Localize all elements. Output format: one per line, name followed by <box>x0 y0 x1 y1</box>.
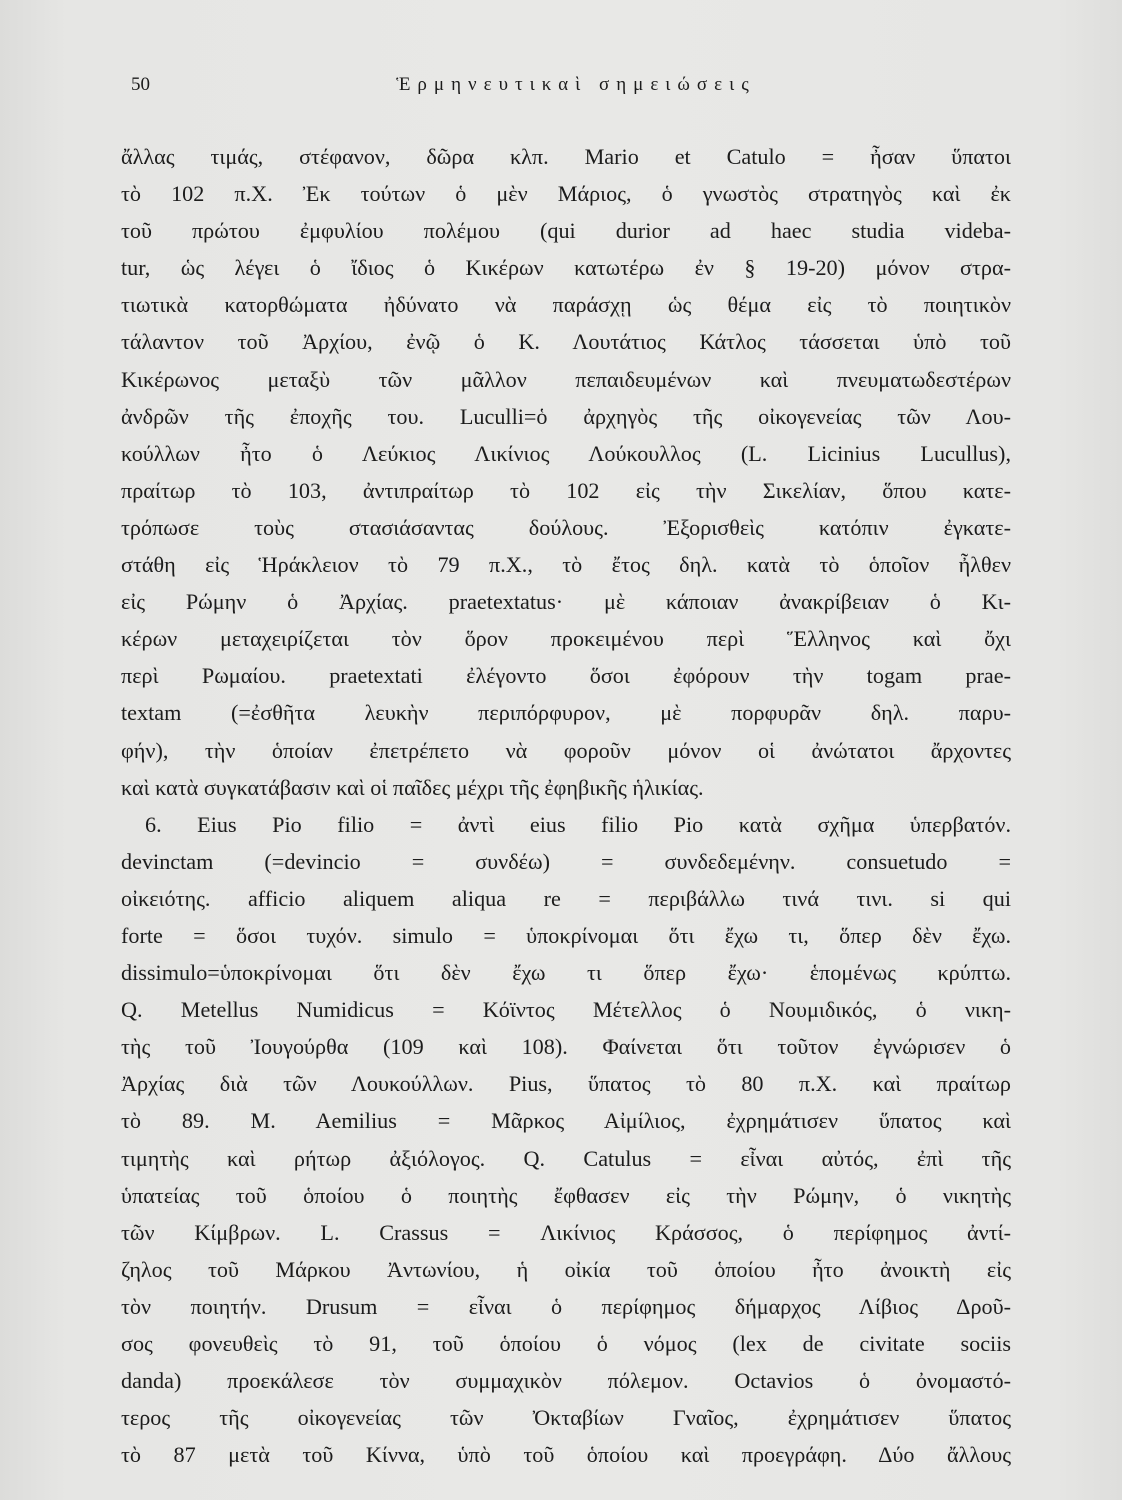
running-title: Ἑρμηνευτικαὶ σημειώσεις <box>396 74 756 95</box>
text-line: εἰς Ρώμην ὁ Ἀρχίας. praetextatus· μὲ κάποιαν ἀνακρίβειαν ὁ Κι- <box>121 589 1011 615</box>
text-line: ἄλλας τιμάς, στέφανον, δῶρα κλπ. Mario et Catulo = ἦσαν ὕπατοι <box>121 144 1011 169</box>
text-line: τῶν Κίμβρων. L. Crassus = Λικίνιος Κράσσος, ὁ περίφημος ἀντί- <box>121 1219 1011 1245</box>
text-line: τιμητὴς καὶ ρήτωρ ἀξιόλογος. Q. Catulus = εἶναι αὐτός, ἐπὶ τῆς <box>121 1145 1011 1171</box>
text-line: περὶ Ρωμαίου. praetextati ἐλέγοντο ὅσοι ἐφόρουν τὴν togam prae- <box>121 663 1011 689</box>
text-line: forte = ὅσοι τυχόν. simulo = ὑποκρίνομαι ὅτι ἔχω τι, ὅπερ δὲν ἔχω. <box>121 922 1011 948</box>
body-text <box>121 138 1011 1473</box>
text-line: τὸ 87 μετὰ τοῦ Κίννα, ὑπὸ τοῦ ὁποίου καὶ προεγράφη. Δύο ἄλλους <box>121 1442 1011 1468</box>
text-line: 6. Eius Pio filio = ἀντὶ eius filio Pio κατὰ σχῆμα ὑπερβατόν. <box>145 811 1011 837</box>
text-line: κέρων μεταχειρίζεται τὸν ὅρον προκειμένου περὶ Ἕλληνος καὶ ὄχι <box>121 626 1011 652</box>
text-line: Q. Metellus Numidicus = Κόϊντος Μέτελλος ὁ Νουμιδικός, ὁ νικη- <box>121 997 1011 1023</box>
text-line: φήν), τὴν ὁποίαν ἐπετρέπετο νὰ φοροῦν μόνον οἱ ἀνώτατοι ἄρχοντες <box>121 737 1011 763</box>
text-line: κούλλων ἦτο ὁ Λεύκιος Λικίνιος Λούκουλλος (L. Licinius Lucullus), <box>121 440 1011 466</box>
text-line: devinctam (=devincio = συνδέω) = συνδεδεμένην. consuetudo = <box>121 848 1011 874</box>
text-line: Ἀρχίας διὰ τῶν Λουκούλλων. Pius, ὕπατος τὸ 80 π.Χ. καὶ πραίτωρ <box>121 1071 1011 1097</box>
text-line: tur, ὡς λέγει ὁ ἴδιος ὁ Κικέρων κατωτέρω ἐν § 19-20) μόνον στρα- <box>121 255 1011 281</box>
text-line: σος φονευθεὶς τὸ 91, τοῦ ὁποίου ὁ νόμος (lex de civitate sociis <box>121 1331 1011 1356</box>
text-line: ὑπατείας τοῦ ὁποίου ὁ ποιητὴς ἔφθασεν εἰς τὴν Ρώμην, ὁ νικητὴς <box>121 1182 1011 1208</box>
text-line: οἰκειότης. afficio aliquem aliqua re = περιβάλλω τινά τινι. si qui <box>121 885 1011 911</box>
text-line: textam (=ἐσθῆτα λευκὴν περιπόρφυρον, μὲ πορφυρᾶν δηλ. παρυ- <box>121 700 1011 726</box>
text-line: ἀνδρῶν τῆς ἐποχῆς του. Luculli=ὁ ἀρχηγὸς τῆς οἰκογενείας τῶν Λου- <box>121 403 1011 429</box>
text-line: καὶ κατὰ συγκατάβασιν καὶ οἱ παῖδες μέχρι τῆς ἐφηβικῆς ἡλικίας. <box>121 774 704 800</box>
paragraph-1 <box>121 138 1011 806</box>
text-line: πραίτωρ τὸ 103, ἀντιπραίτωρ τὸ 102 εἰς τὴν Σικελίαν, ὅπου κατε- <box>121 477 1011 503</box>
text-line: τὸν ποιητήν. Drusum = εἶναι ὁ περίφημος δήμαρχος Λίβιος Δροῦ- <box>121 1293 1011 1319</box>
text-line: τερος τῆς οἰκογενείας τῶν Ὀκταβίων Γναῖος, ἐχρημάτισεν ὕπατος <box>121 1405 1011 1431</box>
text-line: τὸ 102 π.Χ. Ἐκ τούτων ὁ μὲν Μάριος, ὁ γνωστὸς στρατηγὸς καὶ ἐκ <box>121 181 1011 207</box>
text-line: danda) προεκάλεσε τὸν συμμαχικὸν πόλεμον. Octavios ὁ ὀνομαστό- <box>121 1368 1011 1394</box>
text-line: στάθη εἰς Ἡράκλειον τὸ 79 π.Χ., τὸ ἔτος δηλ. κατὰ τὸ ὁποῖον ἦλθεν <box>121 552 1011 578</box>
text-line: ζηλος τοῦ Μάρκου Ἀντωνίου, ἡ οἰκία τοῦ ὁποίου ἦτο ἀνοικτὴ εἰς <box>121 1256 1011 1282</box>
text-line: τάλαντον τοῦ Ἀρχίου, ἐνῷ ὁ Κ. Λουτάτιος Κάτλος τάσσεται ὑπὸ τοῦ <box>121 329 1011 355</box>
text-line: dissimulo=ὑποκρίνομαι ὅτι δὲν ἔχω τι ὅπερ ἔχω· ἑπομένως κρύπτω. <box>121 960 1011 986</box>
text-line: τιωτικὰ κατορθώματα ἠδύνατο νὰ παράσχῃ ὡς θέμα εἰς τὸ ποιητικὸν <box>121 292 1011 318</box>
text-line: τοῦ πρώτου ἐμφυλίου πολέμου (qui durior ad haec studia videba- <box>121 218 1011 244</box>
text-line: τὸ 89. M. Aemilius = Μᾶρκος Αἰμίλιος, ἐχρημάτισεν ὕπατος καὶ <box>121 1108 1011 1134</box>
text-line: τὴς τοῦ Ἰουγούρθα (109 καὶ 108). Φαίνεται ὅτι τοῦτον ἐγνώρισεν ὁ <box>121 1034 1011 1060</box>
paragraph-2 <box>121 806 1011 1474</box>
text-line: Κικέρωνος μεταξὺ τῶν μᾶλλον πεπαιδευμένων καὶ πνευματωδεστέρων <box>121 366 1011 392</box>
page-header <box>131 74 1011 104</box>
page-number: 50 <box>131 74 150 95</box>
text-line: τρόπωσε τοὺς στασιάσαντας δούλους. Ἐξορισθεὶς κατόπιν ἐγκατε- <box>121 514 1011 540</box>
